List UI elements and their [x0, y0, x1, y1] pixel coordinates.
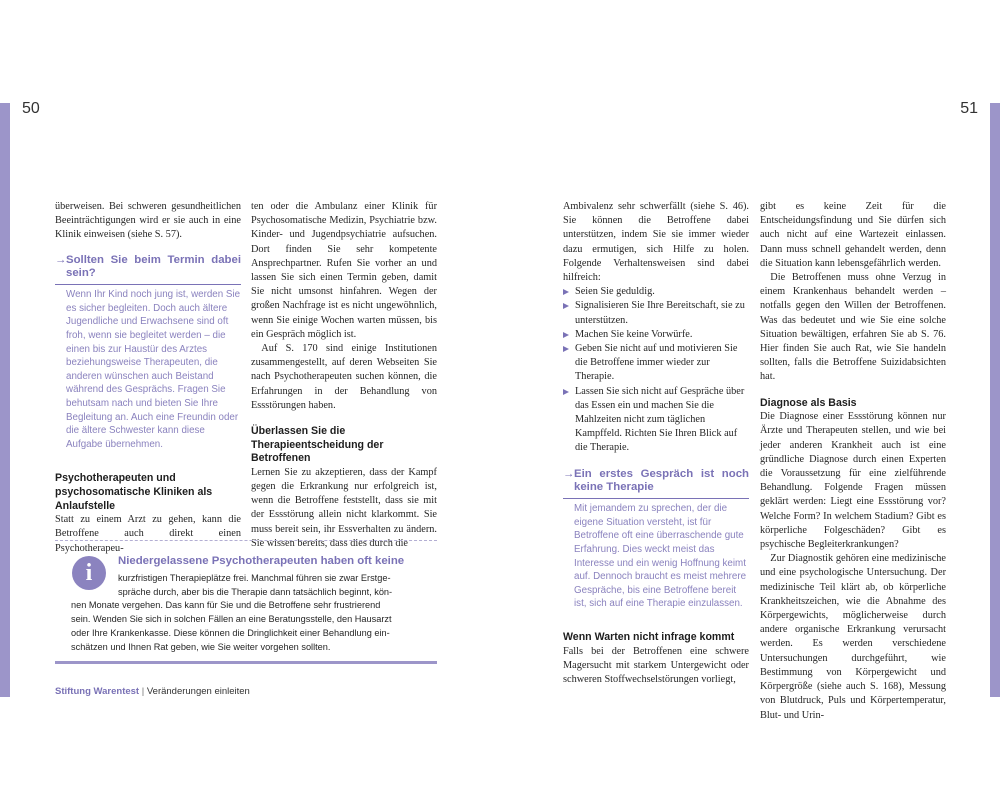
- question-body: Mit jemandem zu sprechen, der die eigene Situation versteht, ist für Betroffene oft eine überraschende gute Erfahrung. Dies weckt meist das Interesse und ein wenig Hoffnung keimt auf. Dennoch braucht es meist mehrere Gespräche, bis eine Betroffene bereit ist, sich auf eine Therapie einzulassen.: [574, 503, 747, 610]
- footer-separator: |: [141, 686, 145, 697]
- info-box: [55, 540, 437, 664]
- list-item: Lassen Sie sich nicht auf Gespräche über das Essen ein und machen Sie die Mahlzeiten nicht zum täglichen Kampffeld. Richten Sie Ihren Blick auf die Therapie.: [563, 385, 749, 456]
- info-line: spräche durch, aber bis die Therapie dann tatsächlich beginnt, kön-: [118, 586, 393, 597]
- paragraph: Die Diagnose einer Essstörung können nur Ärzte und Therapeuten stellen, und wie bei jeder anderen Krankheit auch ist eine gründliche Diagnose durch einen Experten die Voraussetzung für eine zielführende Behandlung. Folgende Fragen müssen geklärt werden: Liegt eine Essstörung vor? Welche Form? In welchem Stadium? Gibt es körperliche Folgeschäden? Gibt es psychische Begleiterkrankungen?: [760, 411, 946, 551]
- list-item: Seien Sie geduldig.: [563, 285, 749, 299]
- paragraph: Zur Diagnostik gehören eine medizinische und eine psychologische Untersuchung. Der medizinische Teil klärt ab, ob körperliche Krankheitszeichen, wie die Abnahme des Körpergewichts, möglicherweise durch andere organische Erkrankung verursacht werden. Es werden verschiedene Untersuchungen durchgeführt, wie Bestimmung von Körpergewicht und Körpergröße (siehe auch S. 168), Messung von Blutdruck, Puls und Körpertemperatur, Blut- und Urin-: [760, 553, 946, 721]
- right-edge-bar: [990, 103, 1000, 697]
- info-icon: i: [72, 556, 106, 590]
- question-box: [55, 254, 241, 452]
- info-title: Niedergelassene Psychotherapeuten haben oft keine: [118, 555, 405, 567]
- list-item: Geben Sie nicht auf und motivieren Sie die Betroffene immer wieder zur Therapie.: [563, 342, 749, 385]
- page-number-left: 50: [22, 100, 40, 117]
- bullet-list: [563, 285, 749, 455]
- footer-brand: Stiftung Warentest: [55, 686, 140, 697]
- paragraph: Auf S. 170 sind einige Institutionen zusammengestellt, auf deren Webseiten Sie nach Psychotherapeuten suchen können, die Erfahrungen in der Behandlung von Essstörungen haben.: [251, 343, 437, 411]
- arrow-right-icon: →: [55, 253, 67, 266]
- right-column-1: [563, 200, 749, 687]
- left-column-1: [55, 200, 241, 556]
- question-body: Wenn Ihr Kind noch jung ist, werden Sie es sicher begleiten. Doch auch ältere Jugendliche und Erwachsene sind oft froh, wenn sie begleitet werden – die einen bis zur Haustür des Arztes beziehungsweise Therapeuten, die anderen wünschen auch Beistand während des Gesprächs. Fragen Sie behutsam nach und bieten Sie Ihre Begleitung an. Auch eine Freundin oder die ältere Schwester kann diese Aufgabe übernehmen.: [66, 289, 241, 450]
- info-line: nen Monate vergehen. Das kann für Sie und die Betroffene sehr frustrierend: [71, 600, 381, 611]
- info-line: schätzen und Ihnen Rat geben, wie Sie weiter vorgehen sollten.: [71, 641, 331, 652]
- list-item: Signalisieren Sie Ihre Bereitschaft, sie zu unterstützen.: [563, 299, 749, 327]
- section-heading: Wenn Warten nicht infrage kommt: [563, 631, 735, 643]
- page-number-right: 51: [960, 100, 978, 117]
- question-heading: [563, 468, 749, 500]
- paragraph: Ambivalenz sehr schwerfällt (siehe S. 46). Sie können die Betroffene dabei unterstützen, indem Sie sie immer wieder dazu ermutigen, sich Hilfe zu holen. Folgende Verhaltensweisen sind dabei hilfreich:: [563, 201, 749, 284]
- section-heading: Diagnose als Basis: [760, 396, 857, 409]
- paragraph: Lernen Sie zu akzeptieren, dass der Kampf gegen die Erkrankung nur erfolgreich ist, wenn die Betroffene feststellt, dass sie mit der Essstörung allein nicht klarkommt. Sie muss bereit sein, ihr Essverhalten zu ändern. Sie wissen bereits, dass dies durch die: [251, 466, 437, 549]
- info-text: [55, 572, 437, 654]
- section-heading: Überlassen Sie die Therapieentscheidung der Betroffenen: [251, 425, 384, 465]
- left-column-2: [251, 200, 437, 551]
- paragraph: Die Betroffenen muss ohne Verzug in einem Krankenhaus behandelt werden – notfalls gegen den Willen der Betroffenen. Was das bedeutet und wie Sie eine solche Situation bewältigen, erfahren Sie ab S. 76. Hier finden Sie auch Rat, wie Sie handeln sollten, falls die Betroffene Suizidabsichten hat.: [760, 272, 946, 383]
- paragraph: Statt zu einem Arzt zu gehen, kann die Betroffene auch direkt einen Psychotherapeu-: [55, 514, 241, 554]
- section-heading: Psychotherapeuten und psychosomatische Kliniken als Anlaufstelle: [55, 472, 213, 512]
- info-line: oder Ihre Krankenkasse. Diese können die Dringlichkeit einer Behandlung ein-: [71, 627, 390, 638]
- info-line: kurzfristigen Therapieplätze frei. Manchmal führen sie zwar Erstge-: [118, 573, 391, 583]
- page-footer: [55, 686, 250, 697]
- left-edge-bar: [0, 103, 10, 697]
- info-line: sein. Wenden Sie sich in solchen Fällen an eine Beratungsstelle, den Hausarzt: [71, 614, 392, 625]
- paragraph: ten oder die Ambulanz einer Klinik für Psychosomatische Medizin, Psychiatrie bzw. Kinder- und Jugendpsychiatrie aufsuchen. Dort finden Sie sehr kompetente Ansprechpartner. Rufen Sie vorher an und lassen Sie sich einen Termin geben, damit Sie nicht umsonst hinfahren. Wegen der großen Nachfrage ist es nicht ungewöhnlich, wenn Sie einige Wochen warten müssen, bis ein Gespräch möglich ist.: [251, 201, 437, 340]
- list-item: Machen Sie keine Vorwürfe.: [563, 328, 749, 342]
- arrow-right-icon: →: [563, 467, 575, 480]
- question-title: Sollten Sie beim Termin dabei sein?: [66, 253, 241, 280]
- paragraph: gibt es keine Zeit für die Entscheidungsfindung und Sie dürfen sich auch nicht auf eine Wartezeit einlassen. Dann muss schnell gehandelt werden, denn die Situation kann lebensgefährlich werden.: [760, 201, 946, 269]
- paragraph: Falls bei der Betroffenen eine schwere Magersucht mit starkem Untergewicht oder schweren Stoffwechselstörungen vorliegt,: [563, 645, 749, 685]
- right-column-2: [760, 200, 946, 723]
- question-heading: [55, 254, 241, 286]
- question-title: Ein erstes Gespräch ist noch keine Therapie: [574, 467, 749, 494]
- footer-section: Veränderungen einleiten: [146, 686, 250, 697]
- paragraph: überweisen. Bei schweren gesundheitlichen Beeinträchtigungen wird er sie auch in eine Klinik einweisen (siehe S. 57).: [55, 201, 241, 241]
- question-box: [563, 468, 749, 611]
